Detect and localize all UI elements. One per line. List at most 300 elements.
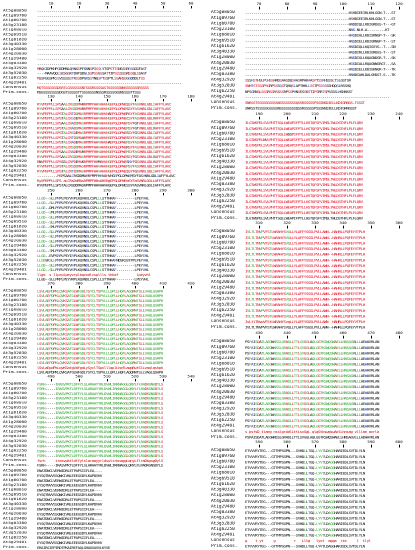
sequence-label: At5g08050 bbox=[3, 468, 27, 473]
sequence-residues: LSVLAEPDPKLQVKSATGLWFGDLYSYCLTSPVLLLQPLLHQFLAQQRWTSLLVAQLQSHPH bbox=[37, 293, 163, 298]
sequence-label: At1g68010 bbox=[3, 214, 27, 219]
sequence-residues: ----------------------------------------------------------------------- bbox=[245, 94, 390, 100]
sequence-residues: PSPAISDATLAEGWNSSLGRADLLTTLSVGGLAQLGGTKSWQSWAELLHNSAGVLLLAEWAVRLAN bbox=[245, 401, 380, 406]
position-tick-label: 190 bbox=[255, 110, 263, 116]
sequence-row bbox=[208, 154, 414, 160]
sequence-label: At3g40330 bbox=[3, 229, 27, 234]
sequence-label: At1g62250 bbox=[3, 535, 27, 540]
sequence-residues: ETVVVRYTEG---GTTMPSGPN---SVHDLLTGQ-LYVTLDAGGHARIEDLSVTDLYLN bbox=[245, 505, 365, 510]
consensus-residues: IvLtlTNvpVFStLWRAHYSvqLLYLAFFYSGSLPVLLAWN HAHRLLPQFEYVTPLH bbox=[245, 319, 365, 325]
position-tick-label: 430 bbox=[255, 329, 263, 335]
position-tick-label: 200 bbox=[283, 110, 291, 116]
sequence-residues: LSVLAEPDPKLQVKSATGLWFGDLYSYCLTSPVLLLQPLLHQFLAQQRWTSLLVAQLQSHPH bbox=[37, 308, 163, 313]
position-tick-label: 240 bbox=[395, 110, 403, 116]
sequence-row bbox=[0, 244, 206, 249]
sequence-residues: FSRH-----IRASVPKTLDFFYLSLARAAYYRLDVWLIRKNAGGLQNYLFLRADKGNGDYLS bbox=[37, 454, 163, 459]
sequence-row bbox=[208, 345, 414, 351]
sequence-residues: PSPAISDATLAEGWNSSLGRADLLTTLSVGGLAQLGGTKSWQSWAELLHNSAGVLLLAEWAVRLAN bbox=[245, 361, 380, 367]
sequence-residues: EYSQTNVVSSQWKIVNLEEEGSDYLKAPDVHV bbox=[37, 530, 102, 535]
sequence-residues: LSVLAEPDPKLQVKSATGLWFGDLYSYCLTSPVLLLQPLLHQFLAQQRWTSLLVAQLQSHPH bbox=[37, 327, 163, 332]
sequence-row bbox=[0, 526, 206, 531]
sequence-label: At5g23100 bbox=[211, 246, 235, 252]
sequence-residues: ---------------------------------------------------NNS-NLH-A---------KT bbox=[245, 27, 390, 32]
position-tick-label: 50 bbox=[160, 1, 166, 6]
position-tick-label: 330 bbox=[311, 220, 319, 225]
position-tick-label: 390 bbox=[103, 281, 111, 286]
sequence-label: At1g29480 bbox=[3, 57, 27, 62]
sequence-label: At4g32920 bbox=[3, 346, 27, 351]
sequence-label: At4g20030 bbox=[211, 389, 235, 395]
sequence-label: At4g29401 bbox=[3, 360, 27, 365]
sequence-label: At1g62250 bbox=[3, 262, 27, 267]
sequence-label: At1g61620 bbox=[3, 224, 27, 229]
sequence-row bbox=[208, 193, 414, 199]
position-tick bbox=[259, 116, 260, 119]
sequence-label: At1g28000 bbox=[211, 384, 235, 389]
sequence-row bbox=[208, 401, 414, 407]
sequence-residues: PSPAISDATLAEGWNSSLGRADLLTTLSVGGLAQLGGTKSWQSWAELLHNSAGVLLLAEWAVRLAN bbox=[245, 372, 380, 378]
sequence-row bbox=[0, 239, 206, 244]
sequence-label: At1g29480 bbox=[211, 285, 235, 291]
sequence-row bbox=[208, 407, 414, 413]
sequence-residues: ETVVVRYTEG---GTTMPSGPN---SVHDLLTGQ-LYVTLDAGGHARIEDLSVTDLYLN bbox=[245, 488, 365, 493]
sequence-label: At4g32920 bbox=[3, 253, 27, 258]
position-tick-label: 510 bbox=[103, 374, 111, 379]
sequence-residues: ETVVVRYTEG---GTTMPSGPN---SVHDLLTGQ-LYVTLDAGGHARIEDLSVTDLYLN bbox=[245, 521, 365, 527]
sequence-label: At5g23100 bbox=[211, 136, 235, 142]
sequence-residues: ETVVVRYTEG---GTTMPSGPN---SVHDLLTGQ-LYVTLDAGGHARIEDLSVTDLYLN bbox=[245, 493, 365, 499]
sequence-label: At5g08050 bbox=[211, 120, 235, 125]
sequence-label: At5g23100 bbox=[211, 356, 235, 361]
sequence-label: At1g60700 bbox=[3, 298, 27, 303]
sequence-residues: FSRH-----IRASVPKTLDFFYLSLARAAYYRLDVWLIRKNAGGLQNYLFLRADKGNGDYLS bbox=[37, 430, 163, 435]
sequence-label: At4g32920 bbox=[211, 516, 235, 521]
sequence-label: At3g52030 bbox=[211, 302, 235, 308]
sequence-label: At1g60700 bbox=[3, 478, 27, 483]
sequence-label: At1g60700 bbox=[211, 350, 235, 356]
position-tick-label: 230 bbox=[367, 110, 375, 116]
sequence-residues: ILGTWSPELSVLPHTTSQLLWEAPIFPTLLHSTQFSFVIMSLTWLDSTHFLPLFLQRV bbox=[245, 170, 363, 176]
position-tick bbox=[163, 6, 164, 8]
sequence-residues: LLGE--DMLPRPLPEFVRPLKQVNGLCSPLLLSTTHKAF---------LPEYVHL bbox=[37, 205, 149, 210]
sequence-label: At1g28000 bbox=[211, 274, 235, 280]
sequence-residues: ENATDNCLVERWIDRLETPAPSIIFLEA---- bbox=[37, 497, 102, 502]
sequence-residues: ILGTWSPELSVLPHTTSQLLWEAPIFPTLLHSTQFSFVIMSLTWLDSTHFLPLFLQRV bbox=[245, 204, 363, 210]
position-tick-label: 520 bbox=[131, 374, 139, 379]
sequence-label: At4g32920 bbox=[3, 66, 27, 71]
sequence-residues: ---------------------------------------------------HNSDIELLKDIGKNGR-T---TK bbox=[245, 66, 396, 72]
sequence-row bbox=[0, 196, 206, 201]
sequence-residues: ETVVVRYTEG---GTTMPSGPN---SVHDLLTGQ-LYVTLDAGGHARIEDLSVTDLYLN bbox=[245, 454, 365, 460]
position-tick bbox=[79, 193, 80, 195]
consensus-residues: fsrh irasvpktldffylslaraayyrldvwlirknaggLqnyLflraDkgngDylS bbox=[37, 459, 163, 464]
sequence-residues: RYVPEPPLLSPSAALCRSDDMARRPMPFHHVAHVHGEPGLDPWESSYFASVNRLGDLIAFFYLAVC bbox=[37, 107, 172, 112]
sequence-label: At4g32920 bbox=[211, 406, 235, 412]
primary-consensus-row bbox=[208, 544, 414, 550]
sequence-label: At4g29401 bbox=[211, 204, 235, 210]
sequence-label: At1g28000 bbox=[211, 164, 235, 170]
sequence-residues: NPSGRNSLSSSRSSRSSSSRPSSPHNSESSKSTIPSRRTSPSSSSLHSHNSST bbox=[245, 89, 353, 94]
sequence-label: At1g60700 bbox=[211, 460, 235, 465]
alignment-block bbox=[208, 440, 414, 550]
sequence-residues: MSSRGGSPKSSVSSSSSTRSSDPGRSSTNQSPTSSPTLSSANSSGGDDDLTSS bbox=[37, 76, 145, 81]
sequence-residues: ILGTWSPELSVLPHTTSQLLWEAPIFPTLLHSTQFSFVIMSLTWLDSTHFLPLFLQRV bbox=[245, 142, 363, 148]
sequence-residues: ----------MSPSAALCRSDDMARRPMPFHHVAHVHGEPGLDPWEMSYFASVNRLGDLIAFFYLAVC bbox=[37, 174, 176, 179]
sequence-residues: IVLTLTNVPVFSTLWRAHYSVQLLYLAFFYSGSLPVLLAWN--HAHRLLPQFEYVTPLH bbox=[245, 240, 365, 246]
sequence-label: At5g08050 bbox=[211, 229, 235, 235]
sequence-residues: LLGD--SMLPRPLPEYVRPLKQVNDLCSPLLLSTTHKAF---------LPEYVHL bbox=[37, 248, 149, 253]
position-tick-label: 140 bbox=[75, 94, 83, 99]
sequence-residues: IVLTLTNVPVFSTLWRAHYSVQLLYLAFFYSGSLPVLLAWN--HAHRLLPQFEYVTPLH bbox=[245, 263, 365, 269]
primary-consensus-label: Prim.cons. bbox=[3, 463, 30, 468]
consensus-label: Consensus bbox=[211, 100, 235, 106]
sequence-label: At3g40330 bbox=[3, 135, 27, 140]
sequence-row bbox=[208, 373, 414, 379]
position-tick-label: 90 bbox=[312, 1, 318, 6]
primary-consensus-residues: IVLTLTNVPVFSTLWRAHYSVQLLYLAFFYSGSLPVLLAWN--HAHRLLPQFEYVTPLH bbox=[245, 325, 365, 330]
primary-consensus-residues: FSRH-----IRASVPKTLDFFYLSLARAAYYRLDVWLIRKNAGGLQNYLFLRADKGNGDYLS bbox=[37, 463, 163, 468]
sequence-residues: ENATDNCLVERWIDRLETPAPSIIFLEA---- bbox=[37, 468, 102, 473]
sequence-label: At1g60700 bbox=[211, 240, 235, 246]
sequence-residues: LLGD--SLLPRPLPEYVRPLKQVHDLCSPLLLSTTHKAF---------LPEYVHL bbox=[37, 195, 149, 200]
sequence-label: At1g61620 bbox=[3, 411, 27, 416]
position-tick-label: 120 bbox=[395, 1, 403, 6]
sequence-label: At5g69510 bbox=[211, 476, 235, 482]
sequence-label: At1g28000 bbox=[3, 140, 27, 145]
position-tick bbox=[399, 7, 400, 10]
sequence-label: At1g62250 bbox=[3, 76, 27, 81]
sequence-residues: ENATDNCLVERWIDRLETPAPSIIFLEA---- bbox=[37, 478, 102, 483]
primary-consensus-label: Prim.cons. bbox=[3, 370, 30, 375]
sequence-residues: ----------------------------------------------------------------------- bbox=[37, 57, 182, 62]
consensus-label: Consensus bbox=[211, 538, 235, 544]
sequence-label: At1g29480 bbox=[211, 395, 235, 401]
sequence-label: At4g20030 bbox=[211, 61, 235, 66]
position-tick bbox=[191, 286, 192, 288]
primary-consensus-residues: LLGD--SLLPRPLPEYVRPLKQVNDLCSPLLLSTTHKAF---------LPEYVHL bbox=[37, 277, 149, 282]
sequence-label: At1g60700 bbox=[3, 112, 27, 117]
sequence-label: At5g08050 bbox=[3, 382, 27, 387]
sequence-residues: ETVVVRYTEG---GTTMPSGPN---SVHDLLTGQ-LYVTLDAGGHARIEDLSVTDLYLN bbox=[245, 460, 365, 465]
position-tick bbox=[51, 193, 52, 195]
sequence-label: At1g61620 bbox=[211, 263, 235, 269]
position-tick bbox=[287, 226, 288, 229]
sequence-residues: ----------------------------------------------------------------------- bbox=[37, 61, 182, 66]
sequence-residues: ILGTWSPELNVLPHTTSQLLWEAPIFPTLLHSTQFSFVIMSLTWLDSTHFLPLFLQRV bbox=[245, 136, 363, 142]
sequence-residues: FSRH-----IRASVPKTLDFFYLSLARAAYYRLDVWLIRKNAGGLQNYLFLRADKGNGDYLS bbox=[37, 392, 163, 397]
position-tick bbox=[315, 226, 316, 229]
sequence-residues: RYVPEPPLLSPSAALCRSDDMASRPMPFHHVAHVHGEPGLDPWESSYFGSVNRLGDLVAFFYLAVC bbox=[37, 155, 172, 160]
position-tick-label: 290 bbox=[159, 187, 167, 192]
sequence-row bbox=[0, 220, 206, 225]
sequence-label: At4g20030 bbox=[211, 499, 235, 505]
sequence-row bbox=[0, 531, 206, 536]
sequence-residues: ENATDNCLVERWIDRLETPAPSIIFLEA---- bbox=[37, 526, 102, 531]
sequence-row bbox=[208, 137, 414, 143]
position-tick-label: 40 bbox=[132, 1, 138, 6]
sequence-label: At4g29401 bbox=[3, 540, 27, 545]
sequence-row bbox=[0, 210, 206, 215]
sequence-residues: LLGE--SMLPRPLPEYVRPLKQVNDLCSPLLLSTTHKAF---------LPEYVHL bbox=[37, 224, 149, 229]
sequence-residues: ILGTWSPELSVLPHTTSQLLWEAPIFPTLLHSTQFSFVIMSLTWLDSTHFLPLFLQRV bbox=[245, 164, 363, 170]
sequence-residues: RNVPEPPLLSPSSSLCRPDEMAKRPMPFHHMAHVHGEPGLDPWESNYFGSVNRLGDLVAFFYLAVC bbox=[37, 159, 172, 164]
consensus-label: Consensus bbox=[3, 365, 27, 370]
sequence-row bbox=[0, 483, 206, 488]
position-tick-label: 420 bbox=[187, 281, 195, 286]
sequence-residues: LLGE--SLLPRPLPEYVRPLKQVNDLCSPLLLSTTHKAF---------LPEYVHL bbox=[37, 243, 149, 248]
sequence-residues: PSPAISDATLAEGWNSSLGRADLLTTLSVGGLAQLGGTKSWQSWAELLHNSAGVLLLAEWAVRLAN bbox=[245, 378, 380, 384]
sequence-residues: ENATDNCLVERWIDRLETPAPSIIFLEA---- bbox=[37, 535, 102, 540]
sequence-residues: PSPAISDATLAEGWNSSLGRADLLTTLSVGGLAQLGGTKSWQSWAELLHNSAGVLLLAEWAVRLAN bbox=[245, 389, 380, 395]
sequence-label: At4g29401 bbox=[3, 454, 27, 459]
position-tick bbox=[51, 6, 52, 8]
sequence-label: At3g52030 bbox=[211, 412, 235, 417]
sequence-residues: LLGD--SLLPRPLPEYVRPLKQVNELCSPLLLSTTHKAF---------LPEYVHL bbox=[37, 219, 149, 224]
sequence-label: At5g69510 bbox=[3, 313, 27, 318]
sequence-label: At1g09760 bbox=[211, 454, 235, 460]
sequence-label: At1g29480 bbox=[3, 516, 27, 521]
consensus-residues: llgd s llprplpeyvrplkqvndlcspllls thkaf lpeyvhl bbox=[37, 272, 151, 277]
sequence-label: At1g68010 bbox=[211, 361, 235, 367]
sequence-label: At4g20030 bbox=[3, 145, 27, 150]
sequence-residues: ETVVVRYTEG---GTTMPSGPN---SVHDLLTGQ-LYVTLDAGGHARIEDLSVTDLYLN bbox=[245, 533, 365, 538]
sequence-row bbox=[208, 339, 414, 345]
sequence-residues: ----------------------------------------------------------------------- bbox=[37, 28, 182, 33]
sequence-residues: ----------------------------------------------------------------------- bbox=[37, 18, 182, 23]
sequence-row bbox=[208, 120, 414, 126]
sequence-row bbox=[0, 512, 206, 517]
sequence-label: At1g62250 bbox=[211, 527, 235, 533]
position-tick-label: 600 bbox=[395, 439, 403, 445]
sequence-row bbox=[208, 395, 414, 401]
sequence-label: At1g09760 bbox=[211, 344, 235, 350]
sequence-residues: ---------------------------------------------------HGSDIALLRQAGNNGRGT---SA bbox=[245, 61, 396, 66]
position-tick-label: 460 bbox=[339, 329, 347, 335]
sequence-residues: SSSHSTHSLPLHSSHRDSAASDQSHASRPAKAASPTSSRHSSSLTSLGSTSR bbox=[245, 77, 351, 83]
sequence-label: At1g62250 bbox=[3, 169, 27, 174]
sequence-residues: LLGD--SLLPRPLPEYVRPLKQVNDLCSPLLLSTTHKAF---------LPEYVHL bbox=[37, 234, 149, 239]
position-tick-label: 440 bbox=[283, 329, 291, 335]
sequence-residues: ETVVVRYTEG---GTTMPSGPN---SVHDLLTGQ-LYVTLDAGGHARIEDLSVTDLYLN bbox=[245, 527, 365, 533]
sequence-residues: ----MAAVQQLSESGGKTDHTQDGLSSPSSGSSATTIPSSSSSSNSSQLSSAGT bbox=[37, 71, 147, 76]
sequence-label: At3g40330 bbox=[211, 159, 235, 165]
position-tick-label: 570 bbox=[311, 439, 319, 445]
position-tick-label: 20 bbox=[76, 1, 82, 6]
sequence-label: At5g03380 bbox=[211, 291, 235, 297]
sequence-residues: RYVPEPPLLSPSTALCRADDMASRPMPFHHVAHVHGEPGLDPWEMSYFGTVNRLGDLVAFFYLAVC bbox=[37, 126, 172, 131]
sequence-label: At5g03380 bbox=[211, 72, 235, 77]
sequence-residues: ----------------------------------------------------------------------- bbox=[37, 9, 182, 14]
position-tick-label: 260 bbox=[75, 187, 83, 192]
primary-consensus-label: Prim.cons. bbox=[3, 90, 30, 95]
sequence-residues: ETVVVRYTEG---GTTMPSGPN---SVHDLLTGQ-LYVTLDAGGHARIEDLSVTDLYLN bbox=[245, 448, 365, 454]
position-tick bbox=[135, 6, 136, 8]
sequence-label: At3g40330 bbox=[211, 488, 235, 493]
sequence-row bbox=[0, 215, 206, 220]
sequence-label: At1g09760 bbox=[211, 235, 235, 240]
sequence-label: At4g20030 bbox=[3, 238, 27, 243]
primary-consensus-label: Prim.cons. bbox=[211, 544, 238, 550]
sequence-label: At3g40330 bbox=[211, 268, 235, 274]
sequence-residues: FSRH-----IRASVPKTLDFFYLSLARAAYYRLDVWLIRKNAGGLQNYLFLRADKGNGDYLS bbox=[37, 401, 163, 406]
sequence-residues: ---------------------------------------------------HNSDIRLLKDIGRDGS-T---ST bbox=[245, 49, 396, 55]
sequence-label: At5g69510 bbox=[3, 33, 27, 38]
sequence-row bbox=[0, 493, 206, 498]
sequence-residues: IVLTLTNVPVFSTLWRAHYSVQLLYLAFFYSGSLPVLLAWN--HAHRLLPQFEYVTPLH bbox=[245, 252, 365, 257]
position-tick-label: 500 bbox=[75, 374, 83, 379]
sequence-residues: IVLTLTNVPVFSTLWRAHYSVQLLYLAFFYSGSLPVLLAWN--HAHRLLPQFEYVTPLH bbox=[245, 235, 365, 240]
sequence-label: At1g28000 bbox=[211, 493, 235, 499]
sequence-row bbox=[0, 268, 206, 273]
consensus-label: Consensus bbox=[211, 319, 235, 325]
primary-consensus-residues: PSPAISDATLAEGWNSSLGRADLLTTLSVGGLAQLGGTKSWQSWAELLHNSAGVLLLAEWAVRLAN bbox=[245, 434, 379, 440]
sequence-label: At5g69510 bbox=[211, 148, 235, 153]
sequence-residues: ----------------------------------------------------------------------- bbox=[37, 42, 182, 47]
sequence-residues: SNHTSTSSSPSGRPSSSQSTQHQSLAPTHHLLSSTPSSSSSSHQQSLRSSHQ bbox=[245, 83, 351, 89]
sequence-residues: LLGD--SLLPRPLPEYVRPLKQVNDLCSPLLLSTTHKAF---------LPEYVHL bbox=[37, 262, 149, 267]
sequence-label: At1g60700 bbox=[211, 131, 235, 136]
sequence-label: At5g23100 bbox=[3, 210, 27, 215]
sequence-label: At1g62250 bbox=[211, 198, 235, 204]
sequence-row bbox=[0, 502, 206, 507]
sequence-label: At4g32920 bbox=[211, 187, 235, 193]
sequence-row bbox=[0, 536, 206, 541]
sequence-label: At5g08050 bbox=[211, 448, 235, 454]
sequence-label: At1g61620 bbox=[3, 317, 27, 322]
consensus-residues: MQTSSSGSSSDSRTLGSSSSSSNTSGSRSSSSASTSSSSSSNNSSSSSSSRSSSS bbox=[37, 85, 149, 90]
sequence-row bbox=[208, 176, 414, 182]
sequence-residues: ETVVVRYTEG---GTTMPSGPN---SVHDLLTGQ-LYVTLDAGGHARIEDLSVTDLYLN bbox=[245, 471, 365, 476]
sequence-label: At3g52030 bbox=[211, 193, 235, 198]
position-tick bbox=[399, 335, 400, 338]
position-tick-label: 10 bbox=[48, 1, 54, 6]
alignment-block bbox=[0, 189, 206, 282]
sequence-label: At1g68010 bbox=[3, 28, 27, 33]
sequence-residues: RYVPEPPLLSPSTALCRSDEMASRPMPFHHVAHVHGEPGLDPWECSYFASVNRLGDLVAFFYLAVC bbox=[37, 116, 172, 121]
sequence-label: At1g29480 bbox=[211, 505, 235, 510]
alignment-block bbox=[0, 469, 206, 550]
position-tick bbox=[259, 335, 260, 338]
position-tick-label: 350 bbox=[367, 220, 375, 225]
position-tick-label: 250 bbox=[47, 187, 55, 192]
sequence-label: At1g09760 bbox=[211, 16, 235, 21]
sequence-residues: ----------------------------------------------------------------------- bbox=[37, 80, 182, 85]
sequence-label: At3g40330 bbox=[211, 49, 235, 55]
sequence-residues: ETVVVRYTEG---GTTMPSGPN---SVHDLLTGQ-LYVTLDAGGHARIEDLSVTDLYLN bbox=[245, 465, 365, 471]
sequence-label: At4g20030 bbox=[3, 332, 27, 337]
position-tick-label: 540 bbox=[187, 374, 195, 379]
sequence-row bbox=[208, 418, 414, 424]
sequence-label: At1g28000 bbox=[3, 420, 27, 425]
position-tick-label: 130 bbox=[47, 94, 55, 99]
sequence-row bbox=[208, 182, 414, 188]
sequence-label: At1g28000 bbox=[211, 55, 235, 61]
sequence-residues: LSVLAEPDPKLQVKSATGLWFGDLYSYCLTSPVLLLQPLLHQFLAQQRWTSLLVAQLQSHPH bbox=[37, 337, 163, 341]
sequence-row bbox=[0, 488, 206, 493]
sequence-residues: RYVPEPPLLSPSAALCRSDDMARRPMPFHHVAHVHGEPGLDPWESSYFASVNRLGDLIAFFYLAVC bbox=[37, 102, 172, 107]
consensus-residues: ILGTWSPELSVLPHTTSQLLWEAPIFPTLLHSTQFSFVIMSLTWLDSTHFLPLFLQRV bbox=[245, 209, 363, 215]
sequence-label: At1g29480 bbox=[3, 430, 27, 435]
sequence-label: At1g09760 bbox=[3, 387, 27, 392]
sequence-residues: EYSQTNVVSSQWKIVNLEEEGSDYLKAPDVHV bbox=[37, 502, 102, 507]
sequence-label: At4g20030 bbox=[211, 280, 235, 285]
sequence-residues: FSRH-----IRASVPKTLDFFYLSLARAAYYRLDVWLIRKNAGGLQNYLFLRADKGNGDYLS bbox=[37, 406, 163, 411]
consensus-residues: g t yt g r Lltg lyvt agga rie l tlyl bbox=[245, 538, 371, 544]
position-tick-label: 170 bbox=[159, 94, 167, 99]
sequence-residues: ----------------------------------------------------------------------- bbox=[37, 37, 182, 42]
position-tick bbox=[343, 116, 344, 119]
sequence-residues: IVLTLTNVPVFSTLWRAHYSVQLLYLAFFYSGSLPVLLAWN--HAHRLLPQFEYVTPLH bbox=[245, 302, 365, 308]
sequence-label: At5g69510 bbox=[3, 406, 27, 411]
sequence-label: At5g03380 bbox=[3, 248, 27, 253]
sequence-label: At1g62250 bbox=[211, 89, 235, 94]
position-tick bbox=[107, 193, 108, 195]
sequence-residues: IVLTLTNVPVFSTLWRAHYSVQLLYLAFFYSGSLPVLLAWN--HAHRLLPQFEYVTPLH bbox=[245, 291, 365, 297]
sequence-label: At1g29480 bbox=[3, 243, 27, 248]
sequence-residues: IVLTLTNVPVFSTLWRAHYSVQLLYLAFFYSGSLPVLLAWN--HAHRLLPQFEYVTPLH bbox=[245, 313, 365, 319]
position-tick bbox=[399, 226, 400, 229]
sequence-label: At5g23100 bbox=[3, 396, 27, 401]
sequence-residues: FSRH-----IRASVPKTLDFFYLSLARAAYYRLDVWLIRKNAGGLQNYLFLRADKGNGDYLS bbox=[37, 449, 163, 454]
sequence-label: At5g03380 bbox=[3, 155, 27, 160]
position-tick-label: 470 bbox=[367, 329, 375, 335]
position-tick-label: 340 bbox=[339, 220, 347, 225]
sequence-residues: FSRH-----IRASVPKTLDFFYLSLARAAYYRLDVWLIRKNAGGLQNYLFLRADKGNGDYLS bbox=[37, 396, 163, 401]
sequence-label: At1g29480 bbox=[3, 337, 27, 341]
sequence-row bbox=[0, 469, 206, 474]
position-tick-label: 310 bbox=[255, 220, 263, 225]
primary-consensus-residues: ILGTWSPELSVLPHTTSQLLWEAPIFPTLLHSTQFSFVIMSLTWLDSTHFLPLFLQRV bbox=[245, 215, 363, 221]
position-tick-label: 30 bbox=[104, 1, 110, 6]
sequence-residues: ETVVVRYTEG---GTTMPSGPN---SVHDLLTGQ-LYVTLDAGGHARIEDLSVTDLYLN bbox=[245, 516, 365, 521]
position-tick bbox=[371, 335, 372, 338]
position-tick bbox=[343, 7, 344, 10]
sequence-residues: ----------------------------------------------------------------------- bbox=[37, 13, 182, 18]
consensus-label: Consensus bbox=[211, 209, 235, 215]
sequence-residues: EYSQTNVVSSQWKIVNLEEEGSDYLKAPDVHV bbox=[37, 473, 102, 478]
sequence-residues: PSPAISDATLAEGWNSSLGRADLLTTLSVGGLAQLGGTKSWQSWAELLHNSAGVLLLAEWAVRLAN bbox=[245, 339, 380, 344]
position-tick-label: 60 bbox=[188, 1, 194, 6]
sequence-row bbox=[208, 204, 414, 210]
sequence-label: At1g68010 bbox=[3, 308, 27, 313]
sequence-residues: ILGTWSPELSVLPHTTSQLLWEAPIFPTLLHSTQFSFVIMSLTWLDSTHFLPLFLQRV bbox=[245, 148, 363, 153]
sequence-label: At5g23100 bbox=[211, 465, 235, 471]
sequence-residues: LLGD--SLLPRPLPEYVRPLKQVNDLCSPLLLSTTHKAF---------LPEYVHL bbox=[37, 267, 149, 272]
sequence-label: At4g32920 bbox=[211, 77, 235, 83]
sequence-row bbox=[0, 478, 206, 483]
position-tick bbox=[259, 226, 260, 229]
sequence-label: At3g40330 bbox=[3, 415, 27, 420]
position-tick bbox=[259, 7, 260, 10]
alignment-block bbox=[0, 95, 206, 188]
sequence-label: At1g68010 bbox=[211, 32, 235, 38]
sequence-row bbox=[208, 165, 414, 171]
sequence-label: At3g52030 bbox=[3, 71, 27, 76]
sequence-residues: ILGTWSPELSVLPHTTSQLLWEAPIFPTLLHSTQFSFVIMSLTWLDSTHFLPLFLQRV bbox=[245, 176, 363, 181]
sequence-residues: LSVLAEPDPKLQVKSATGLWFGDLYSYCLTSPVLLLQPLLHQFLAQQRWTSLLVAQLQSHPH bbox=[37, 303, 163, 308]
sequence-label: At4g32920 bbox=[3, 439, 27, 444]
sequence-label: At5g08050 bbox=[3, 9, 27, 14]
sequence-label: At1g61620 bbox=[3, 37, 27, 42]
sequence-residues: PSPAISDATLAEGWNSSLGRADLLTTLSVGGLAQLGGTKSWQSWAELLHNSAGVLLLAEWAVRLAN bbox=[245, 350, 380, 356]
primary-consensus-residues: ETVVVRYTEG---GTTMPSGPN---SVHDLLTGQ-LYVTLDAGGHARIEDLSVTDLYLN bbox=[245, 544, 365, 550]
consensus-row bbox=[208, 210, 414, 216]
sequence-residues: EYSQTNVVSSQWKIVNLEEEGSDYLKAPDVHV bbox=[37, 482, 102, 487]
sequence-label: At5g03380 bbox=[211, 510, 235, 516]
consensus-residues: RyVPEPPLLSPS aLCRsDdMAsRPMPFHHvAHVHgEPGLDPWEmSYFaSVNRLGDLiAFFYLAVC bbox=[37, 179, 171, 184]
sequence-row bbox=[208, 356, 414, 362]
sequence-label: At1g68010 bbox=[211, 142, 235, 148]
